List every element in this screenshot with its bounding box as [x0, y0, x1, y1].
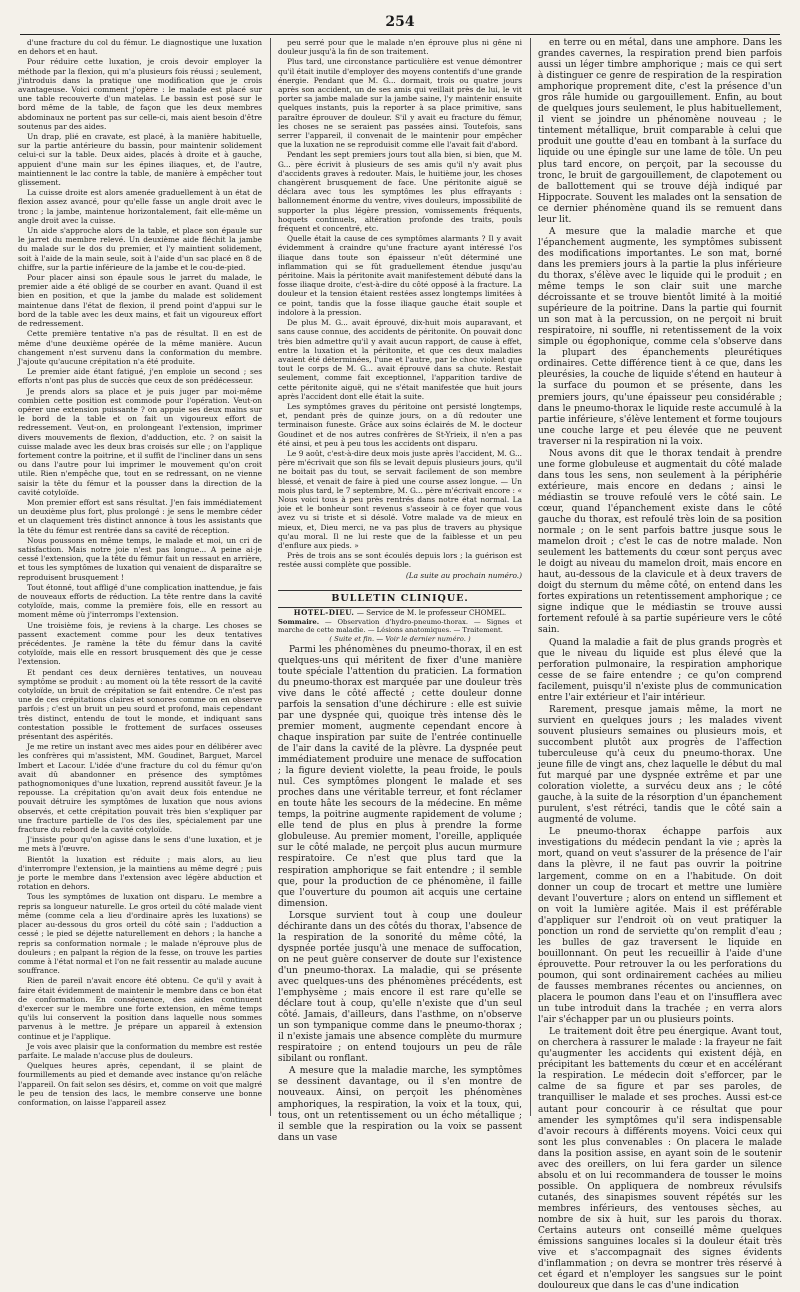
column-middle: [270, 38, 522, 1143]
paragraph: Nous avons dit que le thorax tendait à prendre une forme globuleuse et augmentait du côté malade dans tous les sens, non seulement à la périphérie extérieure, mais encore en dedans ; ainsi le médiastin se trouve refoulé vers le côté sain. Le cœur, quand l'épanchement existe dans le côté gauche du thorax, est refoulé très loin de sa position normale ; on le sent parfois battre jusque sous le mamelon droit ; c'est le cas de notre malade. Non seulement les battements du cœur sont perçus avec le doigt au niveau du mamelon droit, mais encore en haut, au-dessous de la clavicule et à deux travers de doigt du sternum du même côté, on entend dans les fortes expirations un retentissement amphorique ; ce signe indique que le médiastin se trouve aussi fortement refoulé à sa partie supérieure vers le côté sain.: [538, 448, 782, 636]
paragraph: Lorsque survient tout à coup une douleur déchirante dans un des côtés du thorax, l'absence de la respiration de la sonorité du même côté, la dyspnée portée jusqu'à une menace de suffocation, on ne peut guère conserver de doute sur l'existence d'un pneumo-thorax. La maladie, qui se présente avec quelques-uns des phénomènes précédents, est l'emphysème ; mais encore il est rare qu'elle se déclare tout à coup, qu'elle n'existe que d'un seul côté. Jamais, d'ailleurs, dans l'asthme, on n'observe un son tympanique comme dans le pneumo-thorax ; il n'existe jamais une absence complète du murmure respiratoire ; on entend toujours un peu de râle sibilant ou ronflant.: [278, 910, 522, 1065]
paragraph: Rien de pareil n'avait encore été obtenu. Ce qu'il y avait à faire était évidemment de maintenir le membre dans ce bon état de conformation. En conséquence, des aides continuent d'exercer sur le membre une forte extension, en même temps qu'ils lui conservent la position dans laquelle nous sommes parvenus à le mettre. Je prépare un appareil à extension continue et je l'applique.: [18, 976, 262, 1041]
bulletin-summary: [278, 618, 522, 634]
paragraph: Une troisième fois, je reviens à la charge. Les choses se passent exactement comme pour les deux tentatives précédentes. Je ramène la tête du fémur dans la cavité cotyloïde, mais elle en ressort brusquement dès que je cesse l'extension.: [18, 620, 262, 667]
bulletin-header: [278, 608, 522, 617]
column-right: [530, 38, 782, 1292]
paragraph: De plus M. G... avait éprouvé, dix-huit mois auparavant, et sans cause connue, des accidents de péritonite. On pouvait donc très bien admettre qu'il y avait aucun rapport, de cause à effet, entre la luxation et la péritonite, et que ces deux maladies avaient été déterminées, l'une et l'autre, par le choc violent que tout le corps de M. G... avait éprouvé dans sa chute. Restait seulement, comme fait exceptionnel, l'apparition tardive de cette péritonite aiguë, qui ne s'était manifestée que huit jours après l'accident dont elle était la suite.: [278, 318, 522, 401]
paragraph: Quelques heures après, cependant, il se plaint de fourmillements au pied et demande avec instance qu'on relâche l'appareil. On fait selon ses désirs, et, comme on voit que malgré le peu de tension des lacs, le membre conserve une bonne conformation, on laisse l'appareil assez: [18, 1061, 262, 1107]
paragraph: Le 9 août, c'est-à-dire deux mois juste après l'accident, M. G... père m'écrivait que son fils se levait depuis plusieurs jours, qu'il ne boitait pas du tout, se servait facilement de son membre blessé, et venait de faire à pied une course assez longue. — Un mois plus tard, le 7 septembre, M. G... père m'écrivait encore : « Nous voici tous à peu près rentrés dans notre état normal. La joie et le bonheur sont revenus s'asseoir à ce foyer que vous avez vu si triste et si désolé. Votre malade va de mieux en mieux, et, Dieu merci, ne va pas plus de travers au physique qu'au moral. Il ne lui reste que de la faiblesse et un peu d'enflure aux pieds. »: [278, 448, 522, 550]
paragraph: La cuisse droite est alors amenée graduellement à un état de flexion assez avancé, pour qu'elle fasse un angle droit avec le tronc ; la jambe, maintenue horizontalement, fait elle-même un angle droit avec la cuisse.: [18, 188, 262, 225]
header-rule: [20, 34, 780, 35]
paragraph: Je me retire un instant avec mes aides pour en délibérer avec les confrères qui m'assistent, MM. Goudinet, Barguet, Marcel Imbert et Lacour. L'idée d'une fracture du col du fémur qu'on avait dû abandonner en présence des symptômes pathognomoniques d'une luxation, reprend aussitôt faveur. Je la repousse. La crépitation qu'on avait deux fois entendue ne pouvait détruire les symptômes de luxation que nous avions observés, et cette crépitation pouvait très bien s'expliquer par une fracture partielle de l'os des iles, spécialement par une fracture du rebord de la cavité cotyloïde.: [18, 742, 262, 835]
paragraph: peu serré pour que le malade n'en éprouve plus ni gêne ni douleur jusqu'à la fin de son traitement.: [278, 38, 522, 57]
continued-note: (La suite au prochain numéro.): [405, 570, 522, 580]
paragraph: Quelle était la cause de ces symptômes alarmants ? Il y avait évidemment à craindre qu'une fracture ayant intéressé l'os iliaque dans toute son épaisseur n'eût déterminé une inflammation qui se fût graduellement étendue jusqu'au péritoine. Mais la péritonite avait manifestement débuté dans la fosse iliaque droite, c'est-à-dire du côté opposé à la fracture. La douleur et la tension étaient restées assez longtemps limitées à ce point, tandis que la fosse iliaque gauche était souple et indolore à la pression.: [278, 234, 522, 317]
paragraph: Pendant les sept premiers jours tout alla bien, si bien, que M. G... père écrivit à plusieurs de ses amis qu'il n'y avait plus d'accidents graves à redouter. Mais, le huitième jour, les choses changèrent brusquement de face. Une péritonite aiguë se déclara avec tous les symptômes les plus effrayants : ballonnement énorme du ventre, vives douleurs, impossibilité de supporter la plus légère pression, vomissements fréquents, hoquets continuels, altération profonde des traits, pouls fréquent et concentré, etc.: [278, 150, 522, 234]
paragraph: Tout étonné, tout affligé d'une complication inattendue, je fais de nouveaux efforts de réduction. La tête rentre dans la cavité cotyloïde, mais, comme la première fois, elle en ressort au moment même où j'interromps l'extension.: [18, 582, 262, 620]
column-left: [18, 38, 262, 1116]
paragraph: Le pneumo-thorax échappe parfois aux investigations du médecin pendant la vie ; après la mort, quand on veut s'assurer de la présence de l'air dans la plèvre, il ne faut pas ouvrir la poitrine largement, comme on en a l'habitude. On doit donner un coup de trocart et mettre une lumière devant l'ouverture ; alors on entend un sifflement et on voit la lumière agitée. Mais il est préférable d'appliquer sur l'endroit où on veut pratiquer la ponction un rond de serviette qu'on remplit d'eau ; les bulles de gaz traversent le liquide en bouillonnant. On peut les recueillir à l'aide d'une éprouvette. Pour retrouver la ou les perforations du poumon, qui sont ordinairement cachées au milieu de fausses membranes récentes ou anciennes, on placera le poumon dans l'eau et on l'insufflera avec un tube introduit dans la trachée ; en verra alors l'air s'échapper par un ou plusieurs points.: [538, 827, 782, 1026]
paragraph: Cette première tentative n'a pas de résultat. Il en est de même d'une deuxième opérée de la même manière. Aucun changement n'est survenu dans la conformation du membre. J'ajoute qu'aucune crépitation n'a été produite.: [18, 329, 262, 366]
summary-label: Sommaire.: [278, 617, 320, 626]
page-columns: [18, 38, 782, 1292]
paragraph: A mesure que la maladie marche et que l'épanchement augmente, les symptômes subissent des modifications importantes. Le son mat, borné dans les premiers jours à la partie la plus inférieure du thorax, s'élève avec le liquide qui le produit ; en même temps le son clair suit une marche décroissante et se trouve bientôt limité à la moitié supérieure de la poitrine. Dans la partie qui fournit un son mat à la percussion, on ne perçoit ni bruit respiratoire, ni souffle, ni retentissement de la voix simple ou égophonique, comme cela s'observe dans la plupart des épanchements pleurétiques ordinaires. Cette différence tient à ce que, dans les pleurésies, la couche de liquide s'étend en hauteur à la surface du poumon et se présente, dans les premiers jours, qu'une épaisseur peu considérable ; dans le pneumo-thorax le liquide reste accumulé à la partie inférieure, s'élève lentement et forme toujours une couche large et peu élevée que ne peuvent traverser ni la respiration ni la voix.: [538, 226, 782, 447]
paragraph: Pour placer ainsi son épaule sous le jarret du malade, le premier aide a été obligé de se courber en avant. Quand il est bien en position, et que la jambe du malade est solidement maintenue dans l'état de flexion, il prend point d'appui sur le bord de la table avec les deux mains, et fait un vigoureux effort de redressement.: [18, 273, 262, 329]
paragraph: Mon premier effort est sans résultat. J'en fais immédiatement un deuxième plus fort, plus prolongé : je sens le membre céder et un claquement très distinct annonce à tous les assistants que la tête du fémur est rentrée dans sa cavité de réception.: [18, 497, 262, 535]
paragraph: Bientôt la luxation est réduite ; mais alors, au lieu d'interrompre l'extension, je la maintiens au même degré ; puis je porte le membre dans l'extension avec légère abduction et rotation en dehors.: [18, 854, 262, 892]
paragraph: en terre ou en métal, dans une amphore. Dans les grandes cavernes, la respiration prend bien parfois aussi un léger timbre amphorique ; mais ce qui sert à distinguer ce genre de respiration de la respiration amphorique proprement dite, c'est la présence d'un gros râle humide ou gargouillement. Enfin, au bout de quelques jours seulement, le plus habituellement, il vient se joindre un phénomène nouveau ; le tintement métallique, bruit comparable à celui que produit une goutte d'eau en tombant à la surface du liquide ou une épingle sur une lame de tôle. Un peu plus tard encore, on perçoit, par la secousse du tronc, le bruit de gargouillement, de clapotement ou de ballottement qui se trouve déjà indiqué par Hippocrate. Souvent les malades ont la sensation de ce dernier phénomène quand ils se remuent dans leur lit.: [538, 38, 782, 225]
paragraph: Parmi les phénomènes du pneumo-thorax, il en est quelques-uns qui méritent de fixer d'une manière toute spéciale l'attention du praticien. La formation du pneumo-thorax est marquée par une douleur très vive dans le côté affecté ; cette douleur donne parfois la sensation d'une déchirure : elle est suivie par une dyspnée qui, quoique très intense dès le premier moment, augmente cependant encore à chaque inspiration par suite de l'entrée continuelle de l'air dans la cavité de la plèvre. La dyspnée peut immédiatement produire une menace de suffocation ; la figure devient violette, la peau froide, le pouls nul. Ces symptômes plongent le malade et ses proches dans une véritable terreur, et font réclamer en toute hâte les secours de la médecine. En même temps, la poitrine augmente rapidement de volume ; elle tend de plus en plus à prendre la forme globuleuse. Au premier moment, l'oreille, appliquée sur le côté malade, ne perçoit plus aucun murmure respiratoire. Ce n'est que plus tard que la respiration amphorique se fait entendre ; il semble que, pour la production de ce phénomène, il faille que l'ouverture du poumon ait acquis une certaine dimension.: [278, 644, 522, 909]
paragraph: Un aide s'approche alors de la table, et place son épaule sur le jarret du membre relevé. Un deuxième aide fléchit la jambe du malade sur le dos du premier, et l'y maintient solidement, soit à l'aide de la main seule, soit à l'aide d'un sac placé en 8 de chiffre, sur la partie inférieure de la jambe et le cou-de-pied.: [18, 226, 262, 272]
paragraph: Le traitement doit être peu énergique. Avant tout, on cherchera à rassurer le malade : la frayeur ne fait qu'augmenter les accidents qui existent déjà, en précipitant les battements du cœur et en accélérant la respiration. Le médecin doit s'efforcer, par le calme de sa figure et par ses paroles, de tranquilliser le malade et ses proches. Aussi est-ce autant pour concourir à ce résultat que pour amender les symptômes qu'il sera indispensable d'avoir recours à différents moyens. Voici ceux qui sont les plus convenables : On placera le malade dans la position assise, en ayant soin de le soutenir avec des oreillers, on lui fera garder un silence absolu et on lui recommandera de tousser le moins possible. On appliquera de nombreux révulsifs cutanés, des sinapismes souvent répétés sur les membres inférieurs, des ventouses sèches, au nombre de six à huit, sur les parois du thorax. Certains auteurs ont conseillé même quelques émissions sanguines locales si la douleur était très vive et s'accompagnait des signes évidents d'inflammation ; on devra se montrer très réservé à cet égard et n'employer les sangsues sur le point douloureux que dans le cas d'une indication: [538, 1027, 782, 1292]
summary-footer: ( Suite et fin. — Voir le dernier numéro. ): [329, 635, 471, 644]
paragraph: Plus tard, une circonstance particulière est venue démontrer qu'il était inutile d'employer des moyens contentifs d'une grande énergie. Pendant que M. G... dormait, trois ou quatre jours après son accident, un de ses amis qui veillait près de lui, le vit porter sa jambe malade sur la jambe saine, l'y maintenir ensuite quelques instants, puis la reporter à sa place primitive, sans paraître éprouver de douleur. S'il y avait eu fracture du fémur, les choses ne se seraient pas passées ainsi. Toutefois, sans serrer l'appareil, il convenait de le maintenir pour empêcher que la luxation ne se reproduisit comme elle l'avait fait d'abord.: [278, 57, 522, 150]
paragraph: Tous les symptômes de luxation ont disparu. Le membre a repris sa longueur naturelle. Le gros orteil du côté malade vient même (comme cela a lieu d'ordinaire après les luxations) se placer au-dessous du gros orteil du côté sain ; l'adduction a cessé ; le pied se déjette naturellement en dehors ; la hanche a repris sa conformation normale ; le malade n'éprouve plus de douleurs ; en palpant la région de la fesse, on trouve les parties comme à l'état normal et l'on ne fait ressentir au malade aucune souffrance.: [18, 892, 262, 976]
paragraph: Nous poussons en même temps, le malade et moi, un cri de satisfaction. Mais notre joie n'est pas longue... A peine ai-je cessé l'extension, que la tête du fémur fait un ressaut en arrière, et tous les symptômes de luxation qui venaient de disparaître se reproduisent brusquement !: [18, 535, 262, 582]
paragraph: Le premier aide étant fatigué, j'en emploie un second ; ses efforts n'ont pas plus de succès que ceux de son prédécesseur.: [18, 367, 262, 386]
summary-text: — Observation d'hydro-pneumo-thorax. — Signes et marche de cette maladie. — Lésions anatomiques. — Traitement.: [278, 617, 522, 635]
paragraph: Je vois avec plaisir que la conformation du membre est restée parfaite. Le malade n'accuse plus de douleurs.: [18, 1041, 262, 1060]
paragraph: Je prends alors sa place et je puis juger par moi-même combien cette position est commode pour l'opération. Veut-on opérer une extension puissante ? on appuie ses deux mains sur le bord de la table et on fait un vigoureux effort de redressement. Veut-on, en prolongeant l'extension, imprimer divers mouvements de flexion, d'adduction, etc. ? on saisit la cuisse malade avec les deux bras croisés sur elle ; on l'applique fortement contre la poitrine, et il suffit de l'incliner dans un sens ou dans l'autre pour lui imprimer le mouvement qu'on croit utile. Rien n'empêche que, tout en se redressant, on ne vienne saisir la tête du fémur et la pousser dans la direction de la cavité cotyloïde.: [18, 386, 262, 497]
paragraph: d'une fracture du col du fémur. Le diagnostique une luxation en dehors et en haut.: [18, 38, 262, 57]
paragraph: Les symptômes graves du péritoine ont persisté longtemps, et, pendant près de quinze jours, on a dû redouter une terminaison funeste. Grâce aux soins éclairés de M. le docteur Goudinet et de nos autres confrères de St-Yrieix, il n'en a pas été ainsi, et peu à peu tous les accidents ont disparu.: [278, 401, 522, 448]
paragraph: Rarement, presque jamais même, la mort ne survient en quelques jours ; les malades vivent souvent plusieurs semaines ou plusieurs mois, et succombent plutôt aux progrès de l'affection tuberculeuse qu'à ceux du pneumo-thorax. Une jeune fille de vingt ans, chez laquelle le début du mal fut marqué par une dyspnée extrême et par une coloration violette, a survécu deux ans ; le côté gauche, à la suite de la résorption d'un épanchement purulent, s'est rétréci, tandis que le côté sain a augmenté de volume.: [538, 704, 782, 826]
page-number: 254: [385, 14, 415, 30]
hospital-name: HOTEL-DIEU.: [293, 607, 355, 617]
bulletin-body: [278, 645, 522, 1144]
service-name: — Service de M. le professeur CHOMEL.: [356, 607, 507, 617]
paragraph: Quand la maladie a fait de plus grands progrès et que le niveau du liquide est plus élevé que la perforation pulmonaire, la respiration amphorique cesse de se faire entendre ; ce qu'on comprend facilement, puisqu'il n'existe plus de communication entre l'air extérieur et l'air intérieur.: [538, 637, 782, 703]
paragraph: Près de trois ans se sont écoulés depuis lors ; la guérison est restée aussi complète que possible.: [278, 551, 522, 570]
paragraph: Pour réduire cette luxation, je crois devoir employer la méthode par la flexion, qui m'a plusieurs fois réussi ; seulement, j'introduis dans la pratique une modification que je crois avantageuse. Voici comment j'opère : le malade est placé sur une table recouverte d'un matelas. Le bassin est posé sur le bord même de la table, de façon que les deux membres abdominaux ne portent pas sur celle-ci, mais aient besoin d'être soutenus par des aides.: [18, 57, 262, 131]
paragraph: Et pendant ces deux dernières tentatives, un nouveau symptôme se produit : au moment où la tête ressort de la cavité cotyloïde, un bruit de crépitation se fait entendre. Ce n'est pas une de ces crépitations claires et sonores comme on en observe parfois ; c'est un bruit un peu sourd et profond, mais cependant très distinct, entendu de tout le monde, et indiquant sans contestation possible le frottement de surfaces osseuses présentant des aspérités.: [18, 667, 262, 742]
paragraph: Un drap, plié en cravate, est placé, à la manière habituelle, sur la partie antérieure du bassin, pour maintenir solidement celui-ci sur la table. Deux aides, placés à droite et à gauche, appuient d'une main sur les épines iliaques, et, de l'autre, maintiennent le lac contre la table, de manière à empêcher tout glissement.: [18, 132, 262, 188]
paragraph: A mesure que la maladie marche, les symptômes se dessinent davantage, ou il s'en montre de nouveaux. Ainsi, on perçoit les phénomènes amphoriques, la respiration, la voix et la toux, qui, tous, ont un retentissement ou un écho métallique ; il semble que la respiration ou la voix se passent dans un vase: [278, 1066, 522, 1143]
paragraph: J'insiste pour qu'on agisse dans le sens d'une luxation, et je me mets à l'œuvre.: [18, 835, 262, 854]
bulletin-title: BULLETIN CLINIQUE.: [278, 590, 522, 608]
